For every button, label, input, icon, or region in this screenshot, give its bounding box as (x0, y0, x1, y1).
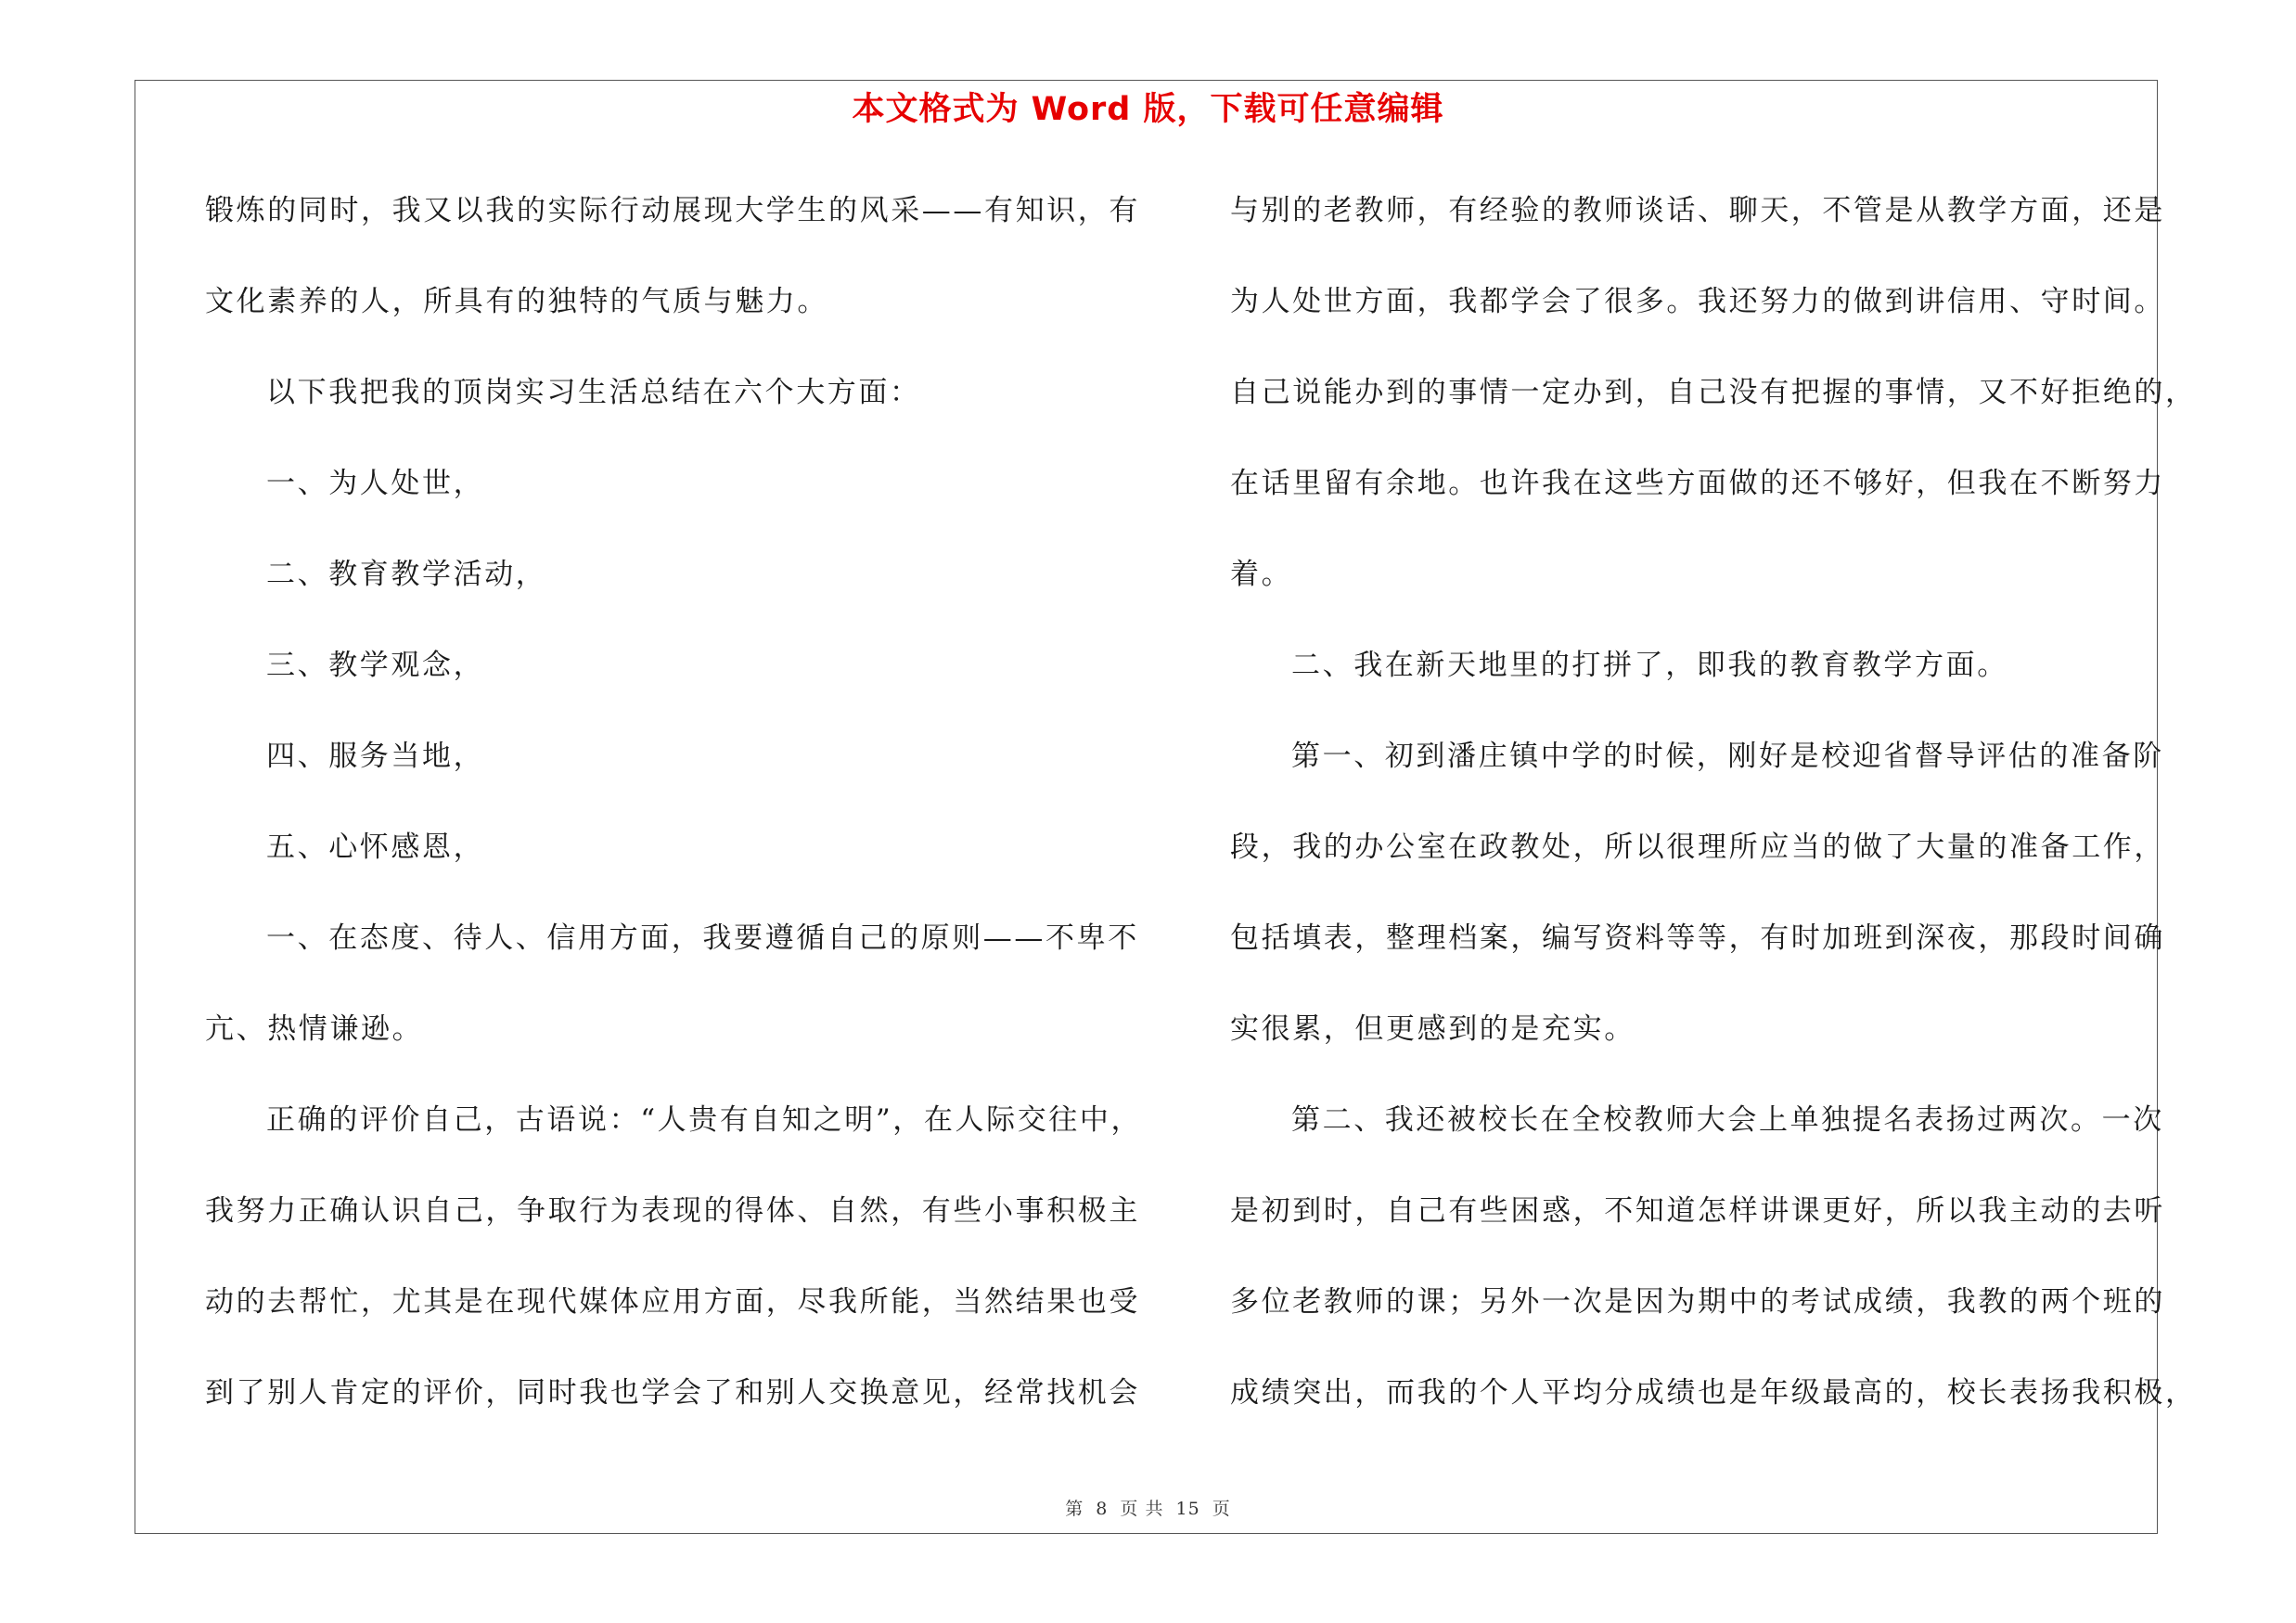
current-page-number: 8 (1096, 1499, 1109, 1519)
section-heading: 二、我在新天地里的打拼了，即我的教育教学方面。 (1291, 649, 2008, 682)
text-line: 实很累，但更感到的是充实。 (1230, 1012, 1635, 1046)
right-text-column (1230, 186, 2197, 1459)
text-line: 在话里留有余地。也许我在这些方面做的还不够好，但我在不断努力 (1230, 467, 2165, 500)
text-line: 包括填表，整理档案，编写资料等等，有时加班到深夜，那段时间确 (1230, 921, 2165, 955)
text-line: 与别的老教师，有经验的教师谈话、聊天，不管是从教学方面，还是 (1230, 194, 2165, 227)
text-line: 多位老教师的课；另外一次是因为期中的考试成绩，我教的两个班的 (1230, 1285, 2165, 1319)
text-line: 成绩突出，而我的个人平均分成绩也是年级最高的，校长表扬我积极， (1230, 1376, 2197, 1410)
text-line: 是初到时，自己有些困惑，不知道怎样讲课更好，所以我主动的去听 (1230, 1194, 2165, 1228)
footer-suffix: 页 (1212, 1499, 1231, 1519)
text-line: 正确的评价自己，古语说：“人贵有自知之明”，在人际交往中， (266, 1103, 1143, 1137)
list-item: 五、心怀感恩， (266, 831, 485, 864)
text-line: 锻炼的同时，我又以我的实际行动展现大学生的风采——有知识，有 (205, 194, 1140, 227)
section-heading: 一、在态度、待人、信用方面，我要遵循自己的原则——不卑不 (266, 921, 1139, 955)
text-line: 以下我把我的顶岗实习生活总结在六个大方面： (266, 376, 921, 409)
text-line: 亢、热情谦逊。 (205, 1012, 424, 1046)
text-line: 着。 (1230, 558, 1293, 591)
text-line: 我努力正确认识自己，争取行为表现的得体、自然，有些小事积极主 (205, 1194, 1140, 1228)
text-line: 文化素养的人，所具有的独特的气质与魅力。 (205, 285, 828, 318)
text-line: 第一、初到潘庄镇中学的时候，刚好是校迎省督导评估的准备阶 (1291, 740, 2164, 773)
text-line: 段，我的办公室在政教处，所以很理所应当的做了大量的准备工作， (1230, 831, 2165, 864)
left-text-column (205, 186, 1143, 1459)
list-item: 四、服务当地， (266, 740, 485, 773)
format-notice-banner: 本文格式为 Word 版，下载可任意编辑 (852, 91, 1444, 128)
text-line: 动的去帮忙，尤其是在现代媒体应用方面，尽我所能，当然结果也受 (205, 1285, 1140, 1319)
list-item: 三、教学观念， (266, 649, 485, 682)
text-line: 为人处世方面，我都学会了很多。我还努力的做到讲信用、守时间。 (1230, 285, 2165, 318)
text-line: 第二、我还被校长在全校教师大会上单独提名表扬过两次。一次 (1291, 1103, 2164, 1137)
footer-prefix: 第 (1065, 1499, 1084, 1519)
list-item: 一、为人处世， (266, 467, 485, 500)
list-item: 二、教育教学活动， (266, 558, 547, 591)
text-line: 自己说能办到的事情一定办到，自己没有把握的事情，又不好拒绝的， (1230, 376, 2197, 409)
footer-middle: 页 共 (1120, 1499, 1164, 1519)
page-footer (0, 1495, 2296, 1520)
text-line: 到了别人肯定的评价，同时我也学会了和别人交换意见，经常找机会 (205, 1376, 1140, 1410)
total-pages-number: 15 (1175, 1499, 1200, 1519)
